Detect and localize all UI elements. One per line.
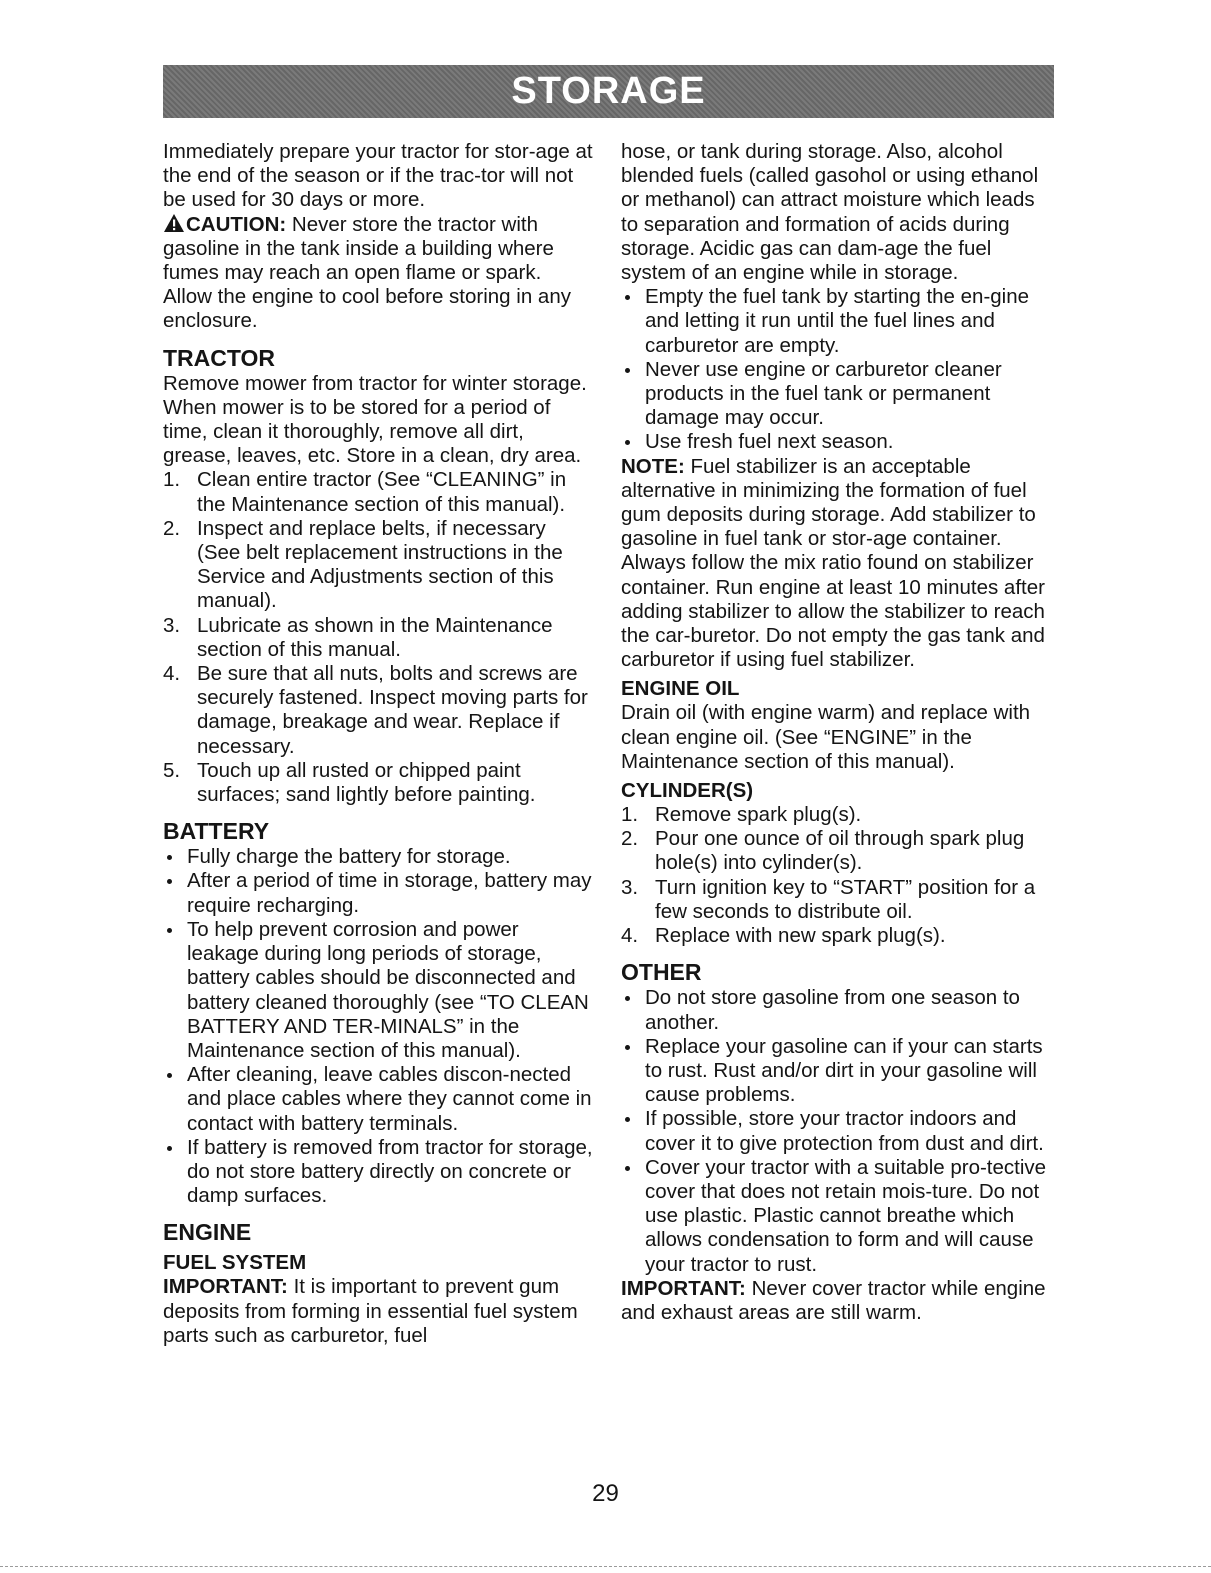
bottom-rule — [0, 1566, 1211, 1567]
list-item: Replace your gasoline can if your can starts to rust. Rust and/or dirt in your gasoline will cause problems. — [621, 1035, 1051, 1108]
tractor-heading: TRACTOR — [163, 344, 276, 371]
battery-heading: BATTERY — [163, 818, 270, 845]
list-item: 1. Remove spark plug(s). — [621, 803, 862, 827]
list-item: If possible, store your tractor indoors and cover it to give protection from dust and dirt. — [621, 1107, 1051, 1155]
note-paragraph — [621, 455, 1051, 673]
engine-heading: ENGINE — [163, 1219, 252, 1246]
warning-triangle-icon — [163, 213, 185, 233]
caution-text: Never store the tractor with gasoline in the tank inside a building where fumes may reach an open flame or spark. Allow the engine to cool before storing in any enclosure. — [163, 212, 571, 333]
other-list — [621, 986, 1051, 1276]
list-item: 5. Touch up all rusted or chipped paint surfaces; sand lightly before painting. — [163, 758, 536, 807]
cylinder-steps-list — [621, 803, 1051, 948]
important-text: It is important to prevent gum deposits from forming in essential fuel system parts such as carburetor, fuel — [163, 1275, 578, 1347]
note-text: Fuel stabilizer is an acceptable alternative in minimizing the formation of fuel gum deposits during storage. Add stabilizer to gasoline in fuel tank or stor-age container. Always follow the mix ratio found on stabilizer container. Run engine at least 10 minutes after adding stabilizer to allow the stabilizer to reach the car-buretor. Do not empty the gas tank and carburetor if using fuel stabilizer. — [621, 454, 1045, 672]
fuel-continued-paragraph: hose, or tank during storage. Also, alcohol blended fuels (called gasohol or using ethanol or methanol) can attract moisture which leads to separation and formation of acids during storage. Acidic gas can dam-age the fuel system of an engine while in storage. — [621, 140, 1039, 285]
important-label: IMPORTANT: — [621, 1276, 746, 1300]
list-item: Empty the fuel tank by starting the en-gine and letting it run until the fuel lines and carburetor are empty. — [621, 285, 1051, 358]
list-item: If battery is removed from tractor for storage, do not store battery directly on concrete or damp surfaces. — [163, 1136, 593, 1209]
list-item: Fully charge the battery for storage. — [163, 845, 593, 869]
engine-oil-heading: ENGINE OIL — [621, 677, 740, 701]
tractor-paragraph: Remove mower from tractor for winter storage. When mower is to be stored for a period of time, clean it thoroughly, remove all dirt, grease, leaves, etc. Store in a clean, dry area. — [163, 371, 587, 468]
list-item: 3. Lubricate as shown in the Maintenance section of this manual. — [163, 613, 553, 661]
list-item: To help prevent corrosion and power leakage during long periods of storage, battery cables should be disconnected and battery cleaned thoroughly (see “TO CLEAN BATTERY AND TER-MINALS” in the Maintenance section of this manual). — [163, 918, 593, 1063]
fuel-important-paragraph — [163, 1275, 593, 1348]
list-item: 2. Inspect and replace belts, if necessary (See belt replacement instructions in the Service and Adjustments section of this manual). — [163, 516, 563, 613]
caution-label: CAUTION: — [186, 212, 287, 236]
list-item: 4. Be sure that all nuts, bolts and screws are securely fastened. Inspect moving parts for damage, breakage and wear. Replace if necessary. — [163, 662, 588, 758]
engine-oil-paragraph: Drain oil (with engine warm) and replace with clean engine oil. (See “ENGINE” in the Maintenance section of this manual). — [621, 701, 1031, 773]
fuel-system-heading: FUEL SYSTEM — [163, 1251, 307, 1275]
cylinders-heading: CYLINDER(S) — [621, 779, 754, 803]
right-column — [621, 140, 1051, 1325]
important-text: Never cover tractor while engine and exhaust areas are still warm. — [621, 1276, 1046, 1324]
caution-paragraph — [163, 213, 593, 334]
list-item: Cover your tractor with a suitable pro-tective cover that does not retain mois-ture. Do not use plastic. Plastic cannot breathe which allows condensation to form and will cause your tractor to rust. — [621, 1156, 1051, 1277]
list-item: 3. Turn ignition key to “START” position for a few seconds to distribute oil. — [621, 875, 1036, 923]
list-item: 4. Replace with new spark plug(s). — [621, 924, 946, 948]
section-banner — [163, 65, 1054, 118]
page-number: 29 — [592, 1480, 619, 1507]
list-item: Never use engine or carburetor cleaner products in the fuel tank or permanent damage may occur. — [621, 358, 1051, 431]
other-heading: OTHER — [621, 959, 702, 986]
list-item: Do not store gasoline from one season to another. — [621, 986, 1051, 1034]
other-important-paragraph — [621, 1277, 1051, 1325]
note-label: NOTE: — [621, 454, 685, 478]
intro-paragraph: Immediately prepare your tractor for stor-age at the end of the season or if the trac-tor will not be used for 30 days or more. — [163, 140, 593, 212]
tractor-steps-list — [163, 468, 593, 807]
battery-list — [163, 845, 593, 1208]
list-item: 2. Pour one ounce of oil through spark plug hole(s) into cylinder(s). — [621, 827, 1025, 875]
section-title: STORAGE — [511, 70, 706, 112]
important-label: IMPORTANT: — [163, 1275, 288, 1299]
list-item: After a period of time in storage, battery may require recharging. — [163, 869, 593, 917]
list-item: Use fresh fuel next season. — [621, 430, 1051, 454]
fuel-list — [621, 285, 1051, 454]
left-column — [163, 140, 593, 1348]
list-item: 1. Clean entire tractor (See “CLEANING” in the Maintenance section of this manual). — [163, 468, 567, 516]
list-item: After cleaning, leave cables discon-nected and place cables where they cannot come in contact with battery terminals. — [163, 1063, 593, 1136]
